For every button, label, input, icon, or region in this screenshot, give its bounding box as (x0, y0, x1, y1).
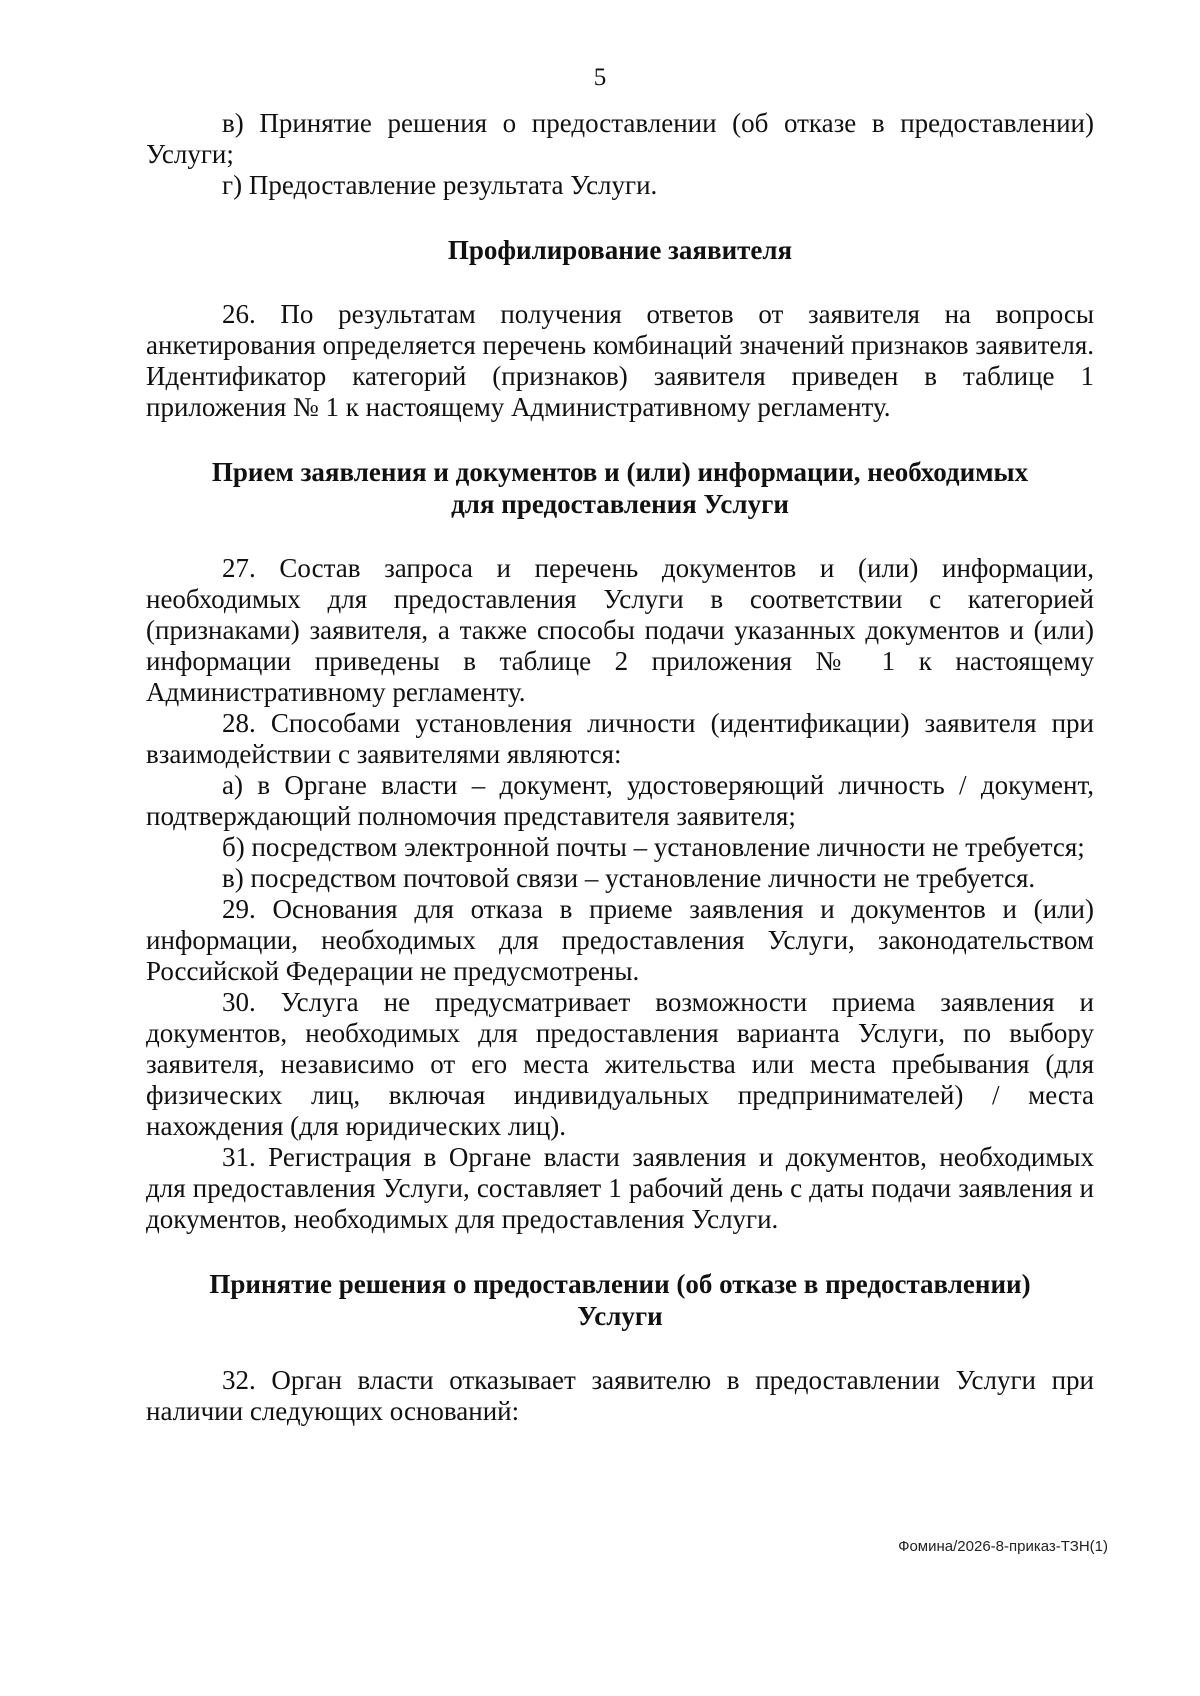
intro-item-g: г) Предоставление результата Услуги. (222, 170, 658, 200)
paragraph-31: 31. Регистрация в Органе власти заявления и документов, необходимых для предоставления Услуги, составляет 1 рабочий день с даты подачи заявления и документов, необходимых для предоставления Услуги. (146, 1142, 1094, 1234)
paragraph-26: 26. По результатам получения ответов от заявителя на вопросы анкетирования определяется перечень комбинаций значений признаков заявителя. Идентификатор категорий (признаков) заявителя приведен в таблице 1 приложения № 1 к настоящему Административному регламенту. (146, 299, 1094, 422)
footer-document-id: Фомина/2026-8-приказ-ТЗН(1) (898, 1538, 1108, 1555)
heading-reception-line1: Прием заявления и документов и (или) информации, необходимых (211, 457, 1029, 487)
heading-profiling: Профилирование заявителя (447, 235, 793, 265)
paragraph-29: 29. Основания для отказа в приеме заявления и документов и (или) информации, необходимых для предоставления Услуги, законодательством Российской Федерации не предусмотрены. (146, 894, 1094, 986)
paragraph-30: 30. Услуга не предусматривает возможности приема заявления и документов, необходимых для предоставления варианта Услуги, по выбору заявителя, независимо от его места жительства или места пребывания (для физических лиц, включая индивидуальных предпринимателей) / места нахождения (для юридических лиц). (146, 987, 1094, 1141)
heading-reception-line2: для предоставления Услуги (451, 489, 789, 519)
paragraph-28b: б) посредством электронной почты – установление личности не требуется; (222, 832, 1085, 862)
intro-item-v: в) Принятие решения о предоставлении (об отказе в предоставлении) Услуги; (146, 108, 1094, 169)
heading-decision-line1: Принятие решения о предоставлении (об отказе в предоставлении) (209, 1269, 1031, 1299)
paragraph-28v: в) посредством почтовой связи – установление личности не требуется. (222, 863, 1036, 893)
page-number: 5 (593, 64, 607, 91)
paragraph-28: 28. Способами установления личности (идентификации) заявителя при взаимодействии с заявителями являются: (146, 708, 1094, 769)
paragraph-28a: а) в Органе власти – документ, удостоверяющий личность / документ, подтверждающий полномочия представителя заявителя; (146, 770, 1094, 831)
document-body (146, 108, 1094, 1427)
paragraph-27: 27. Состав запроса и перечень документов и (или) информации, необходимых для предоставления Услуги в соответствии с категорией (признаками) заявителя, а также способы подачи указанных документов и (или) информации приведены в таблице 2 приложения № 1 к настоящему Административному регламенту. (146, 553, 1094, 707)
paragraph-32: 32. Орган власти отказывает заявителю в предоставлении Услуги при наличии следующих оснований: (146, 1365, 1094, 1426)
heading-decision-line2: Услуги (577, 1301, 663, 1331)
